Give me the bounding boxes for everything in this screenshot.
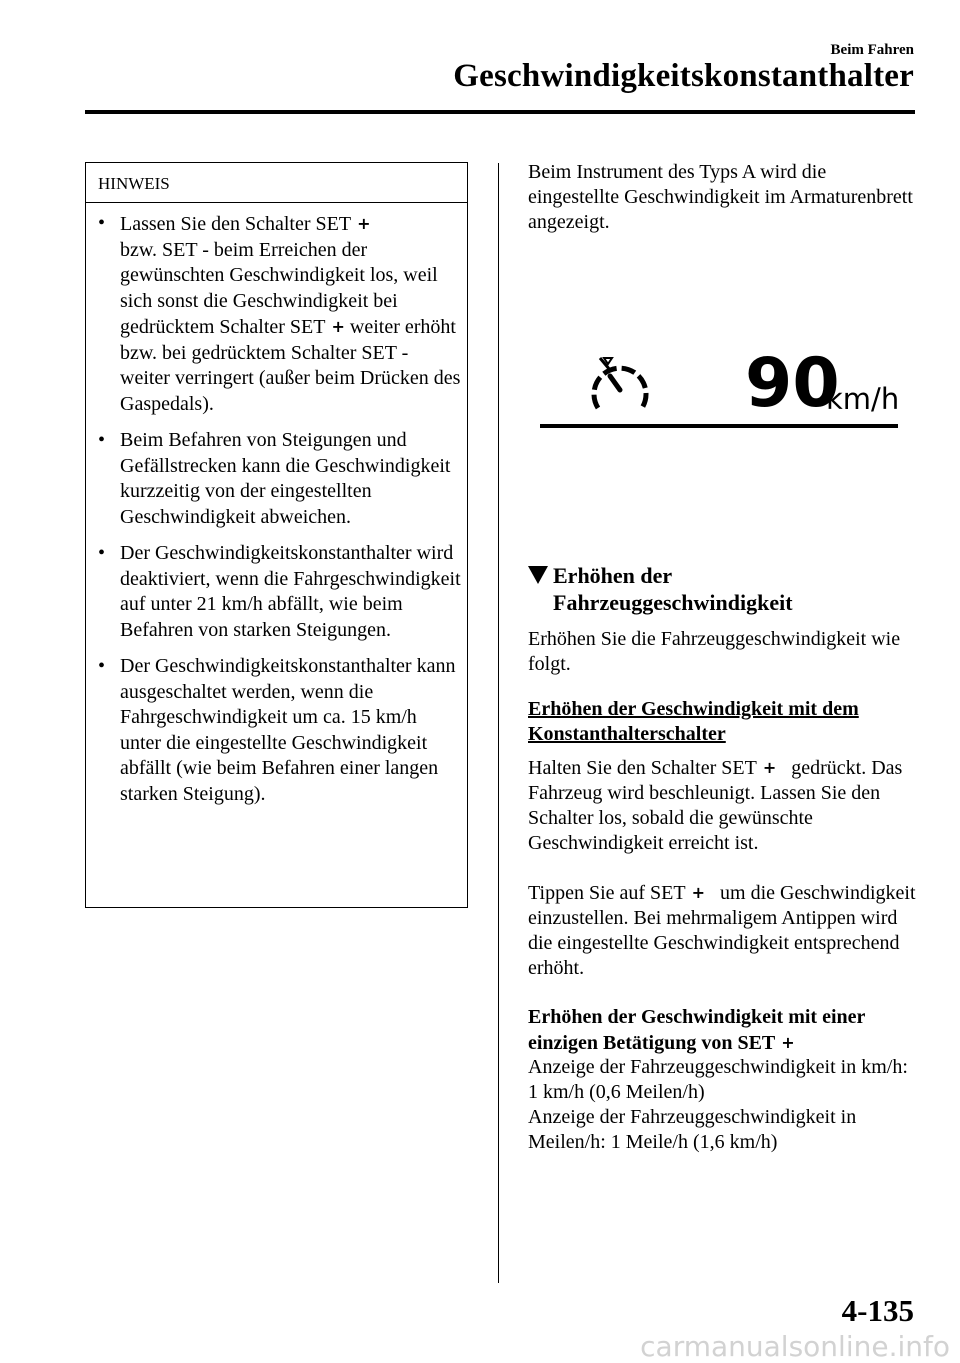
note-list: [96, 211, 461, 818]
tap-text: Tippen Sie auf SET: [528, 882, 686, 904]
bullet-icon: •: [98, 429, 106, 451]
hold-text: gedrückt. Das Fahrzeug wird beschleunigt. Lassen Sie den Schalter los, sobald die gewünschte Geschwindigkeit erreicht ist.: [528, 757, 903, 854]
note-text: Der Geschwindigkeitskonstanthalter wird deaktiviert, wenn die Fahrgeschwindigkeit auf unter 21 km/h abfällt, wie beim Befahren von starken Steigungen.: [120, 542, 461, 641]
increase-paragraph: Erhöhen Sie die Fahrzeuggeschwindigkeit wie folgt.: [528, 628, 901, 675]
note-item: [96, 211, 461, 417]
speed-unit: km/h: [826, 382, 900, 416]
plus-icon: +: [331, 317, 345, 336]
plus-icon: +: [357, 214, 371, 233]
header-rule: [85, 110, 915, 114]
tap-paragraph: [528, 880, 918, 981]
column-divider: [498, 163, 499, 1283]
hold-paragraph: [528, 755, 918, 856]
section-heading: [527, 562, 793, 616]
note-text: Der Geschwindigkeitskonstanthalter kann ausgeschaltet werden, wenn die Fahrgeschwindigkeit um ca. 15 km/h unter die eingestellte Geschwindigkeit abfällt (wie beim Befahren einer langen starken Steigung).: [120, 655, 456, 805]
plus-icon: +: [781, 1033, 795, 1052]
bullet-icon: •: [98, 212, 106, 234]
subheading-text: Erhöhen der Geschwindigkeit mit einer einzigen Betätigung von SET: [528, 1006, 866, 1054]
note-text: weiter erhöht bzw. bei gedrücktem Schalter SET - weiter verringert (außer beim Drücken des Gaspedals).: [120, 316, 461, 415]
note-item: [96, 428, 461, 530]
mph-text: Anzeige der Fahrzeuggeschwindigkeit in Meilen/h: 1 Meile/h (1,6 km/h): [528, 1106, 857, 1153]
note-text: Lassen Sie den Schalter SET: [120, 213, 352, 235]
speed-value: 90: [745, 344, 840, 423]
heading-line: Fahrzeuggeschwindigkeit: [553, 590, 793, 615]
watermark: carmanualsonline.info: [640, 1330, 950, 1363]
page-number: 4-135: [841, 1293, 914, 1328]
note-label: HINWEIS: [98, 174, 170, 193]
hold-text: Halten Sie den Schalter SET: [528, 757, 757, 779]
plus-icon: +: [762, 758, 777, 777]
display-underline: [540, 424, 898, 428]
subheading-switch: Erhöhen der Geschwindigkeit mit dem Konstanthalterschalter: [528, 698, 859, 745]
note-item: [96, 541, 461, 643]
unit-paragraph: [528, 1055, 918, 1155]
bullet-icon: •: [98, 542, 106, 564]
page-title: Geschwindigkeitskonstanthalter: [453, 58, 914, 94]
plus-icon: +: [691, 883, 706, 902]
triangle-down-icon: [527, 565, 549, 585]
note-text: bzw. SET - beim Erreichen der gewünschten Geschwindigkeit los, weil sich sonst die Geschwindigkeit bei gedrücktem Schalter SET: [120, 238, 438, 338]
kmh-text: Anzeige der Fahrzeuggeschwindigkeit in km/h: 1 km/h (0,6 Meilen/h): [528, 1056, 908, 1103]
section-label: Beim Fahren: [830, 42, 914, 58]
cruise-gauge-icon: [588, 356, 652, 418]
note-box: [85, 162, 468, 908]
note-header: [86, 163, 467, 203]
tap-text: um die Geschwindigkeit einzustellen. Bei mehrmaligem Antippen wird die eingestellte Geschwindigkeit entsprechend erhöht.: [528, 882, 916, 979]
bullet-icon: •: [98, 655, 106, 677]
note-text: Beim Befahren von Steigungen und Gefällstrecken kann die Geschwindigkeit kurzzeitig von der eingestellten Geschwindigkeit abweichen.: [120, 429, 451, 528]
speed-display: [540, 344, 900, 435]
subheading-single: [528, 1005, 918, 1056]
note-item: [96, 654, 461, 807]
heading-line: Erhöhen der: [553, 563, 673, 588]
intro-paragraph: Beim Instrument des Typs A wird die eingestellte Geschwindigkeit im Armaturenbrett angezeigt.: [528, 161, 913, 233]
